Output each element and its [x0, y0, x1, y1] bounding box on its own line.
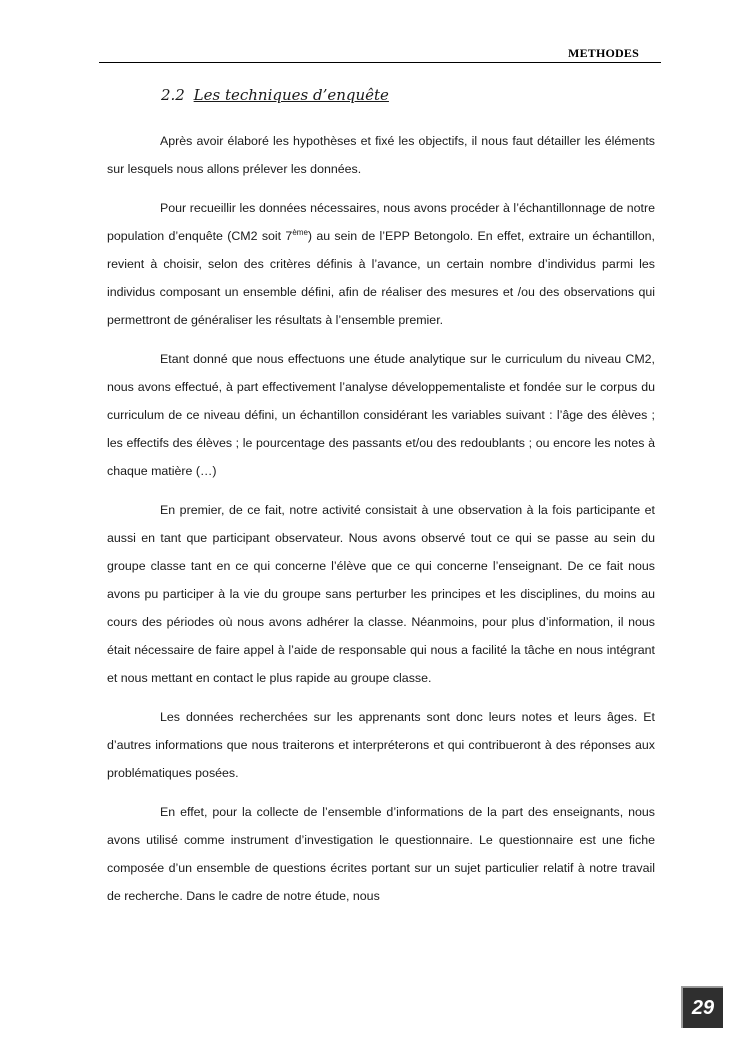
- body-text: [107, 127, 655, 921]
- running-title: METHODES: [568, 46, 639, 60]
- page-number: 29: [691, 997, 715, 1019]
- page-header: [99, 40, 661, 63]
- section-title: Les techniques d’enquête: [193, 86, 389, 104]
- page-number-box: [681, 986, 723, 1028]
- paragraph-5: Les données recherchées sur les apprenants sont donc leurs notes et leurs âges. Et d’autres informations que nous traiterons et interpréterons et qui contribueront à des réponses aux problématiques posées.: [107, 710, 655, 780]
- paragraph-1: Après avoir élaboré les hypothèses et fixé les objectifs, il nous faut détailler les éléments sur lesquels nous allons prélever les données.: [107, 134, 655, 176]
- section-heading: [161, 86, 389, 104]
- paragraph-2-part-1: Pour recueillir les données nécessaires, nous avons procéder à l’échantillonnage de notre population d’enquête (CM2 soit 7: [107, 201, 655, 243]
- paragraph-3: Etant donné que nous effectuons une étude analytique sur le curriculum du niveau CM2, nous avons effectué, à part effectivement l’analyse développementaliste et fondée sur le corpus du curriculum de ce niveau défini, un échantillon considérant les variables suivant : l’âge des élèves ; les effectifs des élèves ; le pourcentage des passants et/ou des redoublants ; ou encore les notes à chaque matière (…): [107, 352, 655, 478]
- paragraph-6: En effet, pour la collecte de l’ensemble d’informations de la part des enseignants, nous avons utilisé comme instrument d’investigation le questionnaire. Le questionnaire est une fiche composée d’un ensemble de questions écrites portant sur un sujet particulier relatif à notre travail de recherche. Dans le cadre de notre étude, nous: [107, 805, 655, 903]
- paragraph-4: En premier, de ce fait, notre activité consistait à une observation à la fois participante et aussi en tant que participant observateur. Nous avons observé tout ce qui se passe au sein du groupe classe tant en ce qui concerne l’élève que ce qui concerne l’enseignant. De ce fait nous avons pu participer à la vie du groupe sans perturber les principes et les disciplines, du moins au cours des périodes où nous avons adhérer la classe. Néanmoins, pour plus d’information, il nous était nécessaire de faire appel à l’aide de responsable qui nous a facilité la tâche en nous intégrant et nous mettant en contact le plus rapide au groupe classe.: [107, 503, 655, 685]
- paragraph-2-part-2: ) au sein de l’EPP Betongolo. En effet, extraire un échantillon, revient à choisir, selon des critères définis à l’avance, un certain nombre d’individus parmi les individus composant un ensemble défini, afin de réaliser des mesures et /ou des observations qui permettront de généraliser les résultats à l’ensemble premier.: [107, 229, 655, 327]
- paragraph-2: [107, 194, 655, 334]
- section-number: 2.2: [161, 86, 185, 104]
- ordinal-superscript: ème: [292, 227, 308, 237]
